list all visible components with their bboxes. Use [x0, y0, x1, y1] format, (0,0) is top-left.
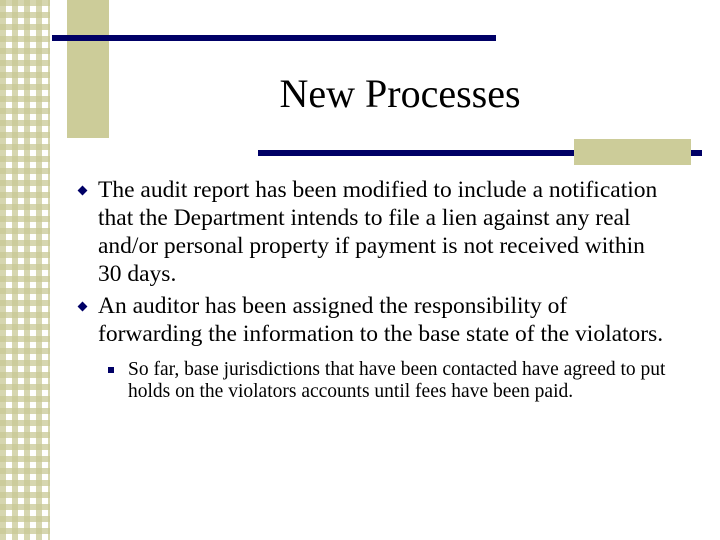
sub-bullet-text: So far, base jurisdictions that have been contacted have agreed to put holds on the violators accounts until fees have been paid. — [128, 359, 666, 402]
bullet-text: An auditor has been assigned the responsibility of forwarding the information to the base state of the violators. — [98, 293, 664, 347]
diamond-bullet-icon — [78, 186, 88, 196]
square-bullet-icon — [108, 367, 114, 373]
title-top-rule — [52, 35, 496, 41]
bullet-item — [76, 292, 666, 348]
sub-bullet-item — [128, 359, 666, 403]
slide-title: New Processes — [279, 71, 521, 116]
bullet-text: The audit report has been modified to include a notification that the Department intends to file a lien against any real and/or personal property if payment is not received within 30 days. — [98, 177, 658, 287]
diamond-bullet-icon — [78, 302, 88, 312]
tan-right-block-decoration — [574, 139, 691, 165]
checkered-margin-decoration — [0, 0, 50, 540]
tan-block-decoration — [67, 0, 109, 138]
bullet-item — [76, 176, 666, 288]
bullet-list — [76, 176, 666, 403]
